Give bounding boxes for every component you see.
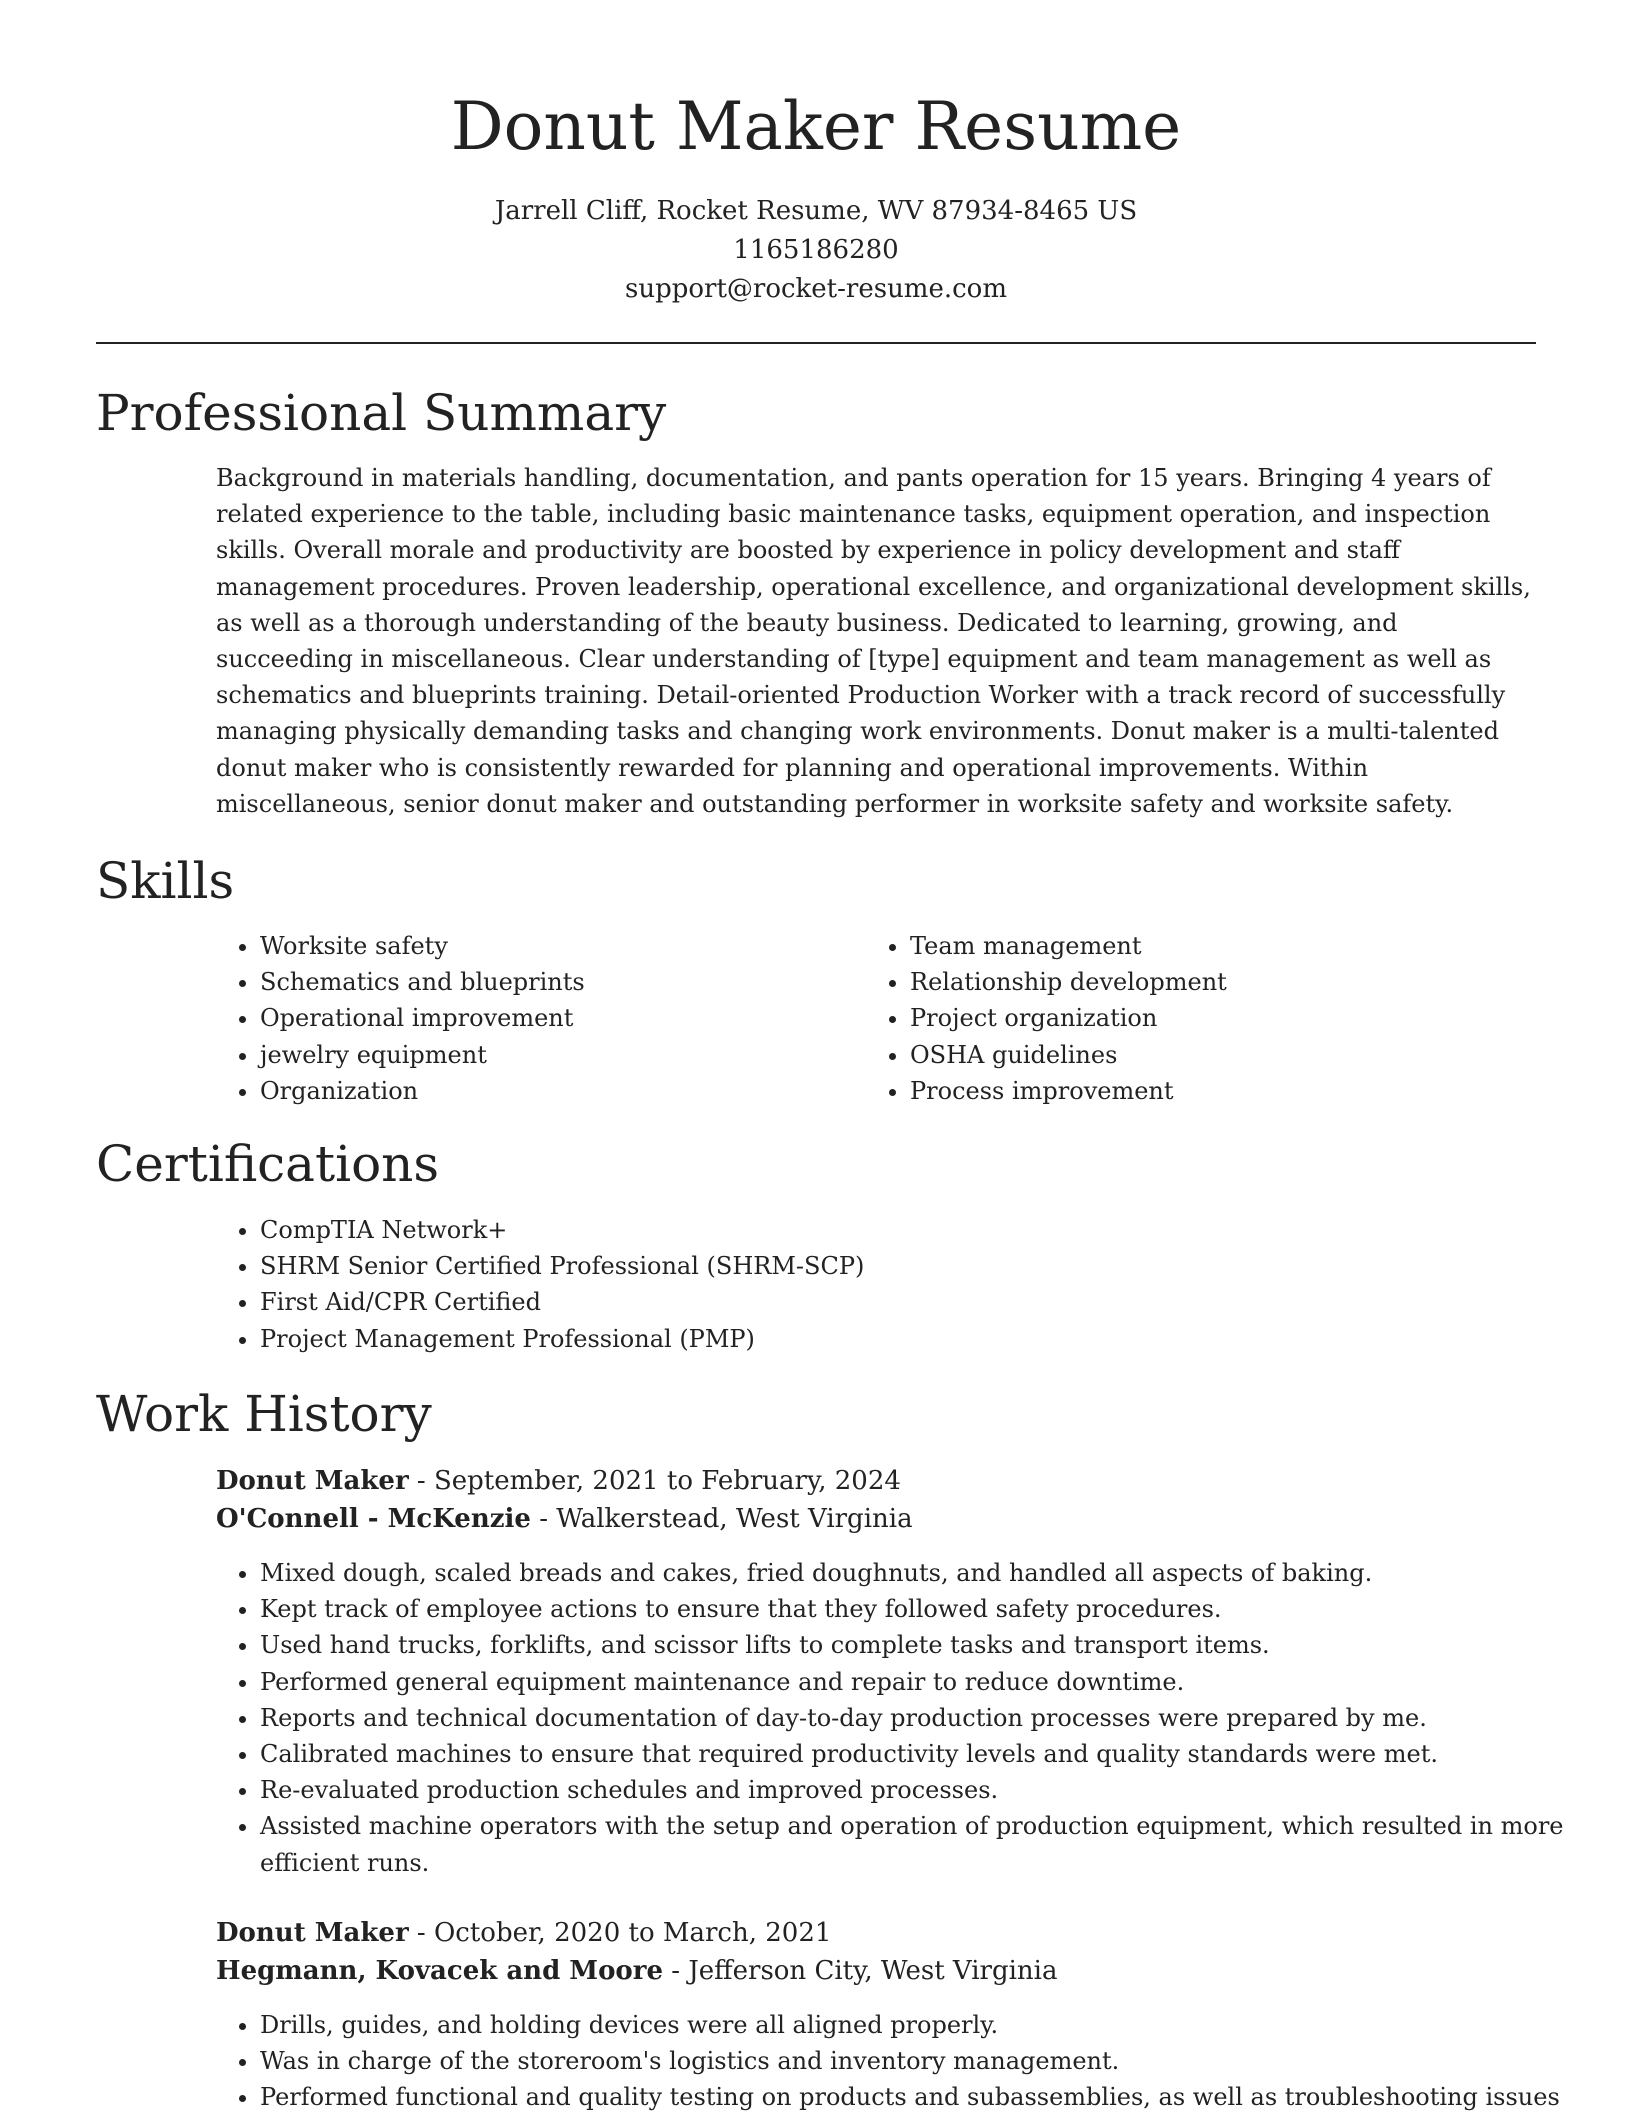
skills-heading: Skills	[96, 852, 235, 910]
resume-title: Donut Maker Resume	[450, 88, 1182, 165]
summary-text: Background in materials handling, documentation, and pants operation for 15 years. Bringing 4 years of related experience to the table, including basic maintenance tasks, equipment operation, and inspection skills. Overall morale and productivity are boosted by experience in policy development and staff management procedures. Proven leadership, operational excellence, and organizational development skills, as well as a thorough understanding of the beauty business. Dedicated to learning, growing, and succeeding in miscellaneous. Clear understanding of [type] equipment and team management as well as schematics and blueprints training. Detail-oriented Production Worker with a track record of successfully managing physically demanding tasks and changing work environments. Donut maker is a multi-talented donut maker who is consistently rewarded for planning and operational improvements. Within miscellaneous, senior donut maker and outstanding performer in worksite safety and worksite safety.	[216, 464, 1531, 818]
certifications-heading: Certifications	[96, 1135, 440, 1193]
work-history-heading: Work History	[96, 1385, 432, 1443]
job-bullet: • Was in charge of the storeroom's logistics and inventory management.	[260, 2043, 1585, 2079]
job-company-line	[216, 1500, 913, 1538]
job-location: Walkerstead, West Virginia	[556, 1504, 913, 1534]
job-bullets	[216, 2007, 1585, 2116]
certifications-list	[216, 1212, 1540, 1357]
job-dates: September, 2021 to February, 2024	[433, 1466, 901, 1496]
certification-item: • SHRM Senior Certified Professional (SHRM-SCP)	[260, 1248, 1540, 1284]
separator: -	[671, 1956, 689, 1986]
skills-list-right	[866, 928, 1550, 1109]
contact-email: support@rocket-resume.com	[624, 274, 1007, 304]
separator: -	[416, 1466, 434, 1496]
separator: -	[539, 1504, 557, 1534]
separator: -	[416, 1918, 434, 1948]
job-bullet: • Kept track of employee actions to ensure that they followed safety procedures.	[260, 1591, 1585, 1627]
certification-item: • First Aid/CPR Certified	[260, 1284, 1540, 1320]
job-bullet: • Mixed dough, scaled breads and cakes, fried doughnuts, and handled all aspects of baking.	[260, 1555, 1585, 1591]
job-company: Hegmann, Kovacek and Moore	[216, 1956, 664, 1986]
job-bullet: • Re-evaluated production schedules and improved processes.	[260, 1772, 1585, 1808]
job-bullet: • Drills, guides, and holding devices were all aligned properly.	[260, 2007, 1585, 2043]
skills-list-left	[216, 928, 860, 1109]
job-bullet: • Performed general equipment maintenance and repair to reduce downtime.	[260, 1664, 1585, 1700]
job-bullet: • Performed functional and quality testing on products and subassemblies, as well as troubleshooting issues	[260, 2079, 1585, 2115]
summary-heading: Professional Summary	[96, 384, 667, 442]
skill-item: • Process improvement	[910, 1073, 1550, 1109]
skill-item: • Organization	[260, 1073, 860, 1109]
skill-item: • Project organization	[910, 1000, 1550, 1036]
header-divider	[96, 342, 1536, 344]
contact-block	[0, 192, 1632, 309]
job-title-line	[216, 1914, 831, 1952]
job-bullets	[216, 1555, 1585, 1881]
skill-item: • Operational improvement	[260, 1000, 860, 1036]
job-company-line	[216, 1952, 1058, 1990]
skill-item: • OSHA guidelines	[910, 1037, 1550, 1073]
job-bullet: • Calibrated machines to ensure that required productivity levels and quality standards were met.	[260, 1736, 1585, 1772]
skill-item: • jewelry equipment	[260, 1037, 860, 1073]
job-bullet: • Assisted machine operators with the setup and operation of production equipment, which resulted in more efficient runs.	[260, 1808, 1585, 1880]
job-dates: October, 2020 to March, 2021	[433, 1918, 832, 1948]
contact-address: Jarrell Cliff, Rocket Resume, WV 87934-8465 US	[494, 196, 1138, 226]
job-location: Jefferson City, West Virginia	[688, 1956, 1058, 1986]
job-company: O'Connell - McKenzie	[216, 1504, 531, 1534]
skill-item: • Team management	[910, 928, 1550, 964]
certification-item: • Project Management Professional (PMP)	[260, 1321, 1540, 1357]
contact-phone: 1165186280	[733, 235, 899, 265]
job-role: Donut Maker	[216, 1918, 409, 1948]
job-bullet: • Reports and technical documentation of day-to-day production processes were prepared by me.	[260, 1700, 1585, 1736]
job-title-line	[216, 1462, 901, 1500]
skill-item: • Relationship development	[910, 964, 1550, 1000]
job-bullet: • Used hand trucks, forklifts, and scissor lifts to complete tasks and transport items.	[260, 1627, 1585, 1663]
skill-item: • Schematics and blueprints	[260, 964, 860, 1000]
job-role: Donut Maker	[216, 1466, 409, 1496]
skill-item: • Worksite safety	[260, 928, 860, 964]
certification-item: • CompTIA Network+	[260, 1212, 1540, 1248]
